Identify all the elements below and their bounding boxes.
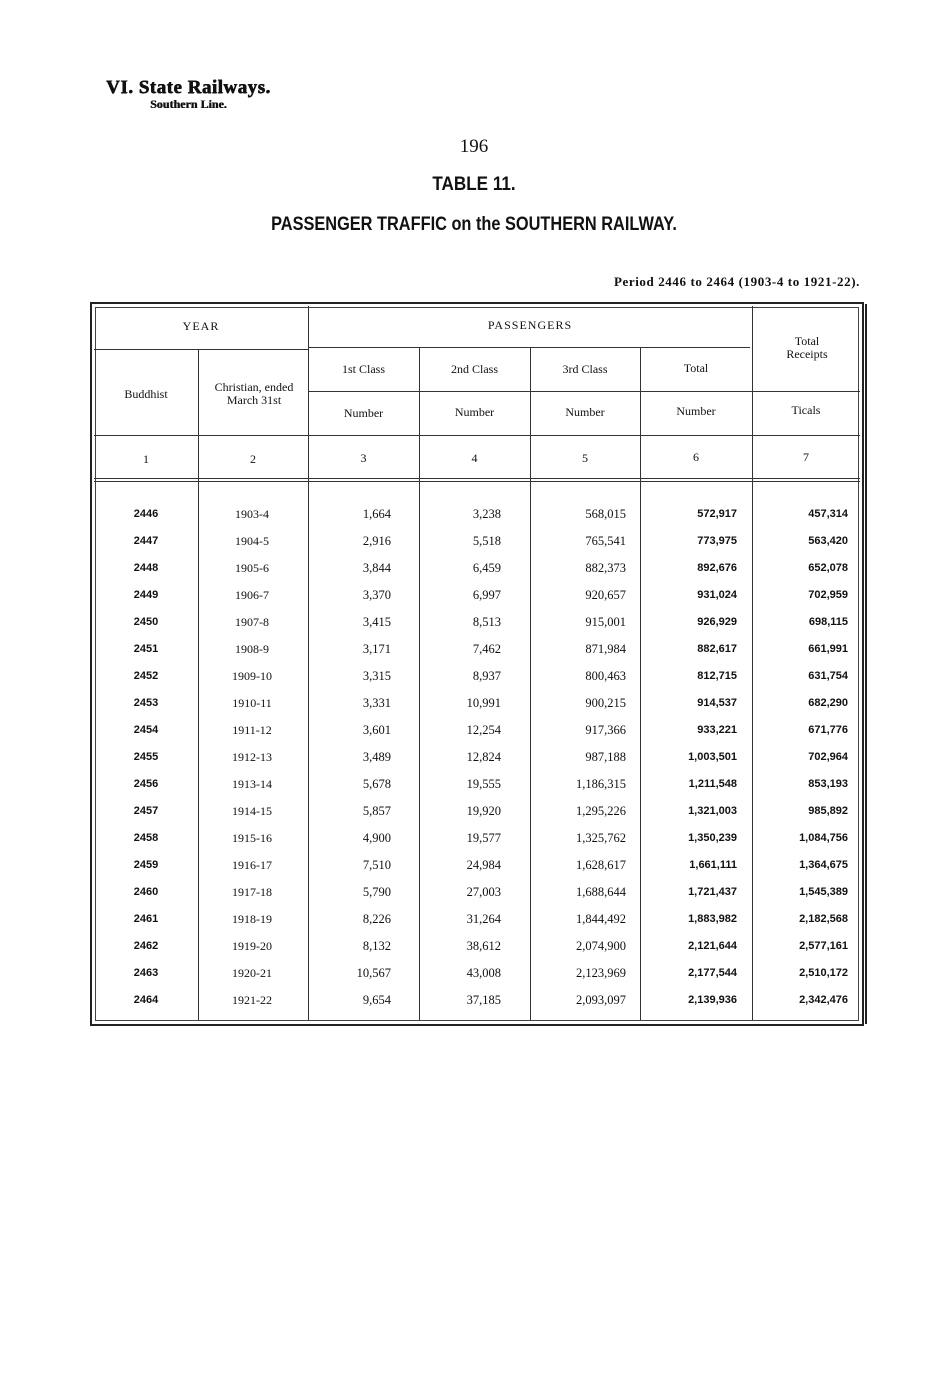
cell-third-class: 568,015: [585, 507, 626, 521]
page-number: 196: [459, 136, 489, 157]
cell-total: 2,177,544: [688, 967, 737, 979]
cell-receipts: 631,754: [808, 670, 848, 682]
cell-christian-year: 1919-20: [232, 939, 272, 953]
cell-first-class: 3,370: [362, 588, 391, 602]
rule-under-units: [94, 435, 860, 436]
table-row: [94, 609, 860, 636]
cell-first-class: 3,171: [362, 642, 391, 656]
cell-total: 1,321,003: [688, 805, 737, 817]
column-number: 2: [250, 452, 256, 466]
cell-buddhist-year: 2464: [133, 994, 159, 1006]
cell-receipts: 2,577,161: [799, 940, 848, 952]
cell-christian-year: 1912-13: [232, 750, 272, 764]
cell-buddhist-year: 2456: [133, 778, 159, 790]
cell-third-class: 1,688,644: [576, 885, 626, 899]
cell-second-class: 12,254: [466, 723, 501, 737]
cell-second-class: 6,459: [472, 561, 501, 575]
cell-receipts: 1,545,389: [799, 886, 848, 898]
cell-total: 2,121,644: [688, 940, 737, 952]
cell-first-class: 7,510: [362, 858, 391, 872]
cell-second-class: 24,984: [466, 858, 501, 872]
cell-first-class: 3,844: [362, 561, 391, 575]
table-row: [94, 501, 860, 528]
cell-total: 882,617: [697, 643, 737, 655]
cell-total: 1,661,111: [689, 859, 737, 871]
cell-second-class: 10,991: [466, 696, 501, 710]
cell-total: 1,350,239: [688, 832, 737, 844]
cell-receipts: 2,342,476: [799, 994, 848, 1006]
cell-third-class: 915,001: [585, 615, 626, 629]
table-row: [94, 663, 860, 690]
cell-first-class: 1,664: [362, 507, 391, 521]
header-year: YEAR: [182, 319, 220, 333]
cell-receipts: 853,193: [808, 778, 848, 790]
cell-first-class: 3,315: [362, 669, 391, 683]
cell-second-class: 8,937: [472, 669, 501, 683]
cell-first-class: 3,489: [362, 750, 391, 764]
table-row: [94, 744, 860, 771]
cell-receipts: 682,290: [808, 697, 848, 709]
cell-total: 1,003,501: [688, 751, 737, 763]
cell-buddhist-year: 2455: [133, 751, 159, 763]
table-row: [94, 825, 860, 852]
cell-christian-year: 1906-7: [235, 588, 269, 602]
cell-third-class: 765,541: [585, 534, 626, 548]
cell-buddhist-year: 2460: [133, 886, 159, 898]
header-number-2nd: Number: [454, 405, 495, 419]
cell-third-class: 1,628,617: [576, 858, 626, 872]
cell-second-class: 19,555: [466, 777, 501, 791]
cell-buddhist-year: 2458: [133, 832, 159, 844]
table-row: [94, 771, 860, 798]
cell-second-class: 12,824: [466, 750, 501, 764]
table-row: [94, 717, 860, 744]
header-first-class: 1st Class: [341, 362, 385, 376]
cell-first-class: 3,601: [362, 723, 391, 737]
cell-total: 1,721,437: [688, 886, 737, 898]
cell-buddhist-year: 2451: [133, 643, 159, 655]
table-subtitle: PASSENGER TRAFFIC on the SOUTHERN RAILWAY.: [271, 214, 677, 235]
section-stamp: [106, 78, 271, 111]
table-row: [94, 960, 860, 987]
cell-receipts: 1,084,756: [799, 832, 848, 844]
cell-third-class: 2,093,097: [576, 993, 626, 1007]
period-caption: Period 2446 to 2464 (1903-4 to 1921-22).: [613, 274, 860, 289]
table-row: [94, 933, 860, 960]
cell-buddhist-year: 2453: [133, 697, 159, 709]
cell-christian-year: 1904-5: [235, 534, 269, 548]
table-row: [94, 636, 860, 663]
rule-under-passengers: [308, 347, 750, 348]
cell-buddhist-year: 2447: [133, 535, 159, 547]
header-number-1st: Number: [343, 406, 384, 420]
cell-second-class: 38,612: [466, 939, 501, 953]
cell-christian-year: 1911-12: [232, 723, 272, 737]
table-title: TABLE 11.: [432, 174, 516, 195]
cell-receipts: 2,182,568: [799, 913, 848, 925]
cell-christian-year: 1913-14: [232, 777, 272, 791]
cell-receipts: 1,364,675: [799, 859, 848, 871]
cell-christian-year: 1917-18: [232, 885, 272, 899]
cell-christian-year: 1921-22: [232, 993, 272, 1007]
cell-receipts: 652,078: [808, 562, 848, 574]
cell-third-class: 882,373: [585, 561, 626, 575]
cell-buddhist-year: 2449: [133, 589, 159, 601]
table-row: [94, 555, 860, 582]
header-total: Total: [683, 361, 709, 375]
cell-first-class: 8,132: [362, 939, 391, 953]
cell-buddhist-year: 2446: [133, 508, 159, 520]
table-row: [94, 987, 860, 1014]
cell-total: 933,221: [697, 724, 737, 736]
table-row: [94, 582, 860, 609]
cell-christian-year: 1908-9: [235, 642, 269, 656]
cell-third-class: 800,463: [585, 669, 626, 683]
column-number: 5: [582, 451, 588, 465]
header-passengers: PASSENGERS: [487, 318, 573, 332]
cell-total: 1,211,548: [688, 778, 737, 790]
cell-third-class: 1,325,762: [576, 831, 626, 845]
rule-under-year: [94, 349, 308, 350]
cell-third-class: 871,984: [585, 642, 626, 656]
cell-first-class: 3,331: [362, 696, 391, 710]
cell-first-class: 10,567: [356, 966, 391, 980]
cell-third-class: 917,366: [585, 723, 626, 737]
cell-buddhist-year: 2459: [133, 859, 159, 871]
cell-receipts: 457,314: [808, 508, 848, 520]
cell-receipts: 985,892: [808, 805, 848, 817]
cell-christian-year: 1903-4: [235, 507, 269, 521]
cell-second-class: 37,185: [466, 993, 501, 1007]
cell-first-class: 4,900: [362, 831, 391, 845]
cell-total: 926,929: [697, 616, 737, 628]
cell-christian-year: 1920-21: [232, 966, 272, 980]
header-christian: Christian, ended March 31st: [214, 380, 294, 408]
cell-second-class: 7,462: [472, 642, 501, 656]
cell-receipts: 698,115: [808, 616, 848, 628]
cell-christian-year: 1914-15: [232, 804, 272, 818]
column-number: 1: [143, 452, 149, 466]
cell-buddhist-year: 2463: [133, 967, 159, 979]
cell-second-class: 3,238: [472, 507, 501, 521]
cell-buddhist-year: 2450: [133, 616, 159, 628]
cell-christian-year: 1910-11: [232, 696, 272, 710]
cell-second-class: 6,997: [472, 588, 501, 602]
section-stamp-subtitle: Southern Line.: [150, 96, 227, 111]
cell-second-class: 27,003: [466, 885, 501, 899]
cell-first-class: 8,226: [362, 912, 391, 926]
cell-total: 2,139,936: [688, 994, 737, 1006]
cell-third-class: 987,188: [585, 750, 626, 764]
cell-christian-year: 1905-6: [235, 561, 269, 575]
cell-buddhist-year: 2448: [133, 562, 159, 574]
table-row: [94, 798, 860, 825]
header-number-3rd: Number: [565, 405, 605, 419]
cell-receipts: 661,991: [808, 643, 848, 655]
cell-second-class: 43,008: [466, 966, 501, 980]
header-second-class: 2nd Class: [450, 362, 498, 376]
section-stamp-title: VI. State Railways.: [106, 77, 271, 98]
cell-christian-year: 1907-8: [235, 615, 269, 629]
cell-second-class: 19,920: [466, 804, 501, 818]
cell-christian-year: 1918-19: [232, 912, 272, 926]
table-row: [94, 528, 860, 555]
cell-christian-year: 1915-16: [232, 831, 272, 845]
header-ticals: Ticals: [791, 403, 821, 417]
cell-total: 773,975: [697, 535, 737, 547]
cell-total: 931,024: [697, 589, 737, 601]
rule-under-class: [308, 391, 860, 392]
cell-receipts: 563,420: [808, 535, 848, 547]
cell-first-class: 5,857: [362, 804, 391, 818]
cell-buddhist-year: 2462: [133, 940, 159, 952]
header-total-receipts: Total Receipts: [786, 334, 828, 362]
table-row: [94, 852, 860, 879]
cell-total: 812,715: [697, 670, 737, 682]
cell-second-class: 8,513: [472, 615, 501, 629]
cell-buddhist-year: 2461: [133, 913, 159, 925]
cell-second-class: 19,577: [466, 831, 501, 845]
cell-third-class: 2,074,900: [576, 939, 626, 953]
cell-buddhist-year: 2457: [133, 805, 159, 817]
cell-buddhist-year: 2452: [133, 670, 159, 682]
rule-under-colnums-2: [94, 481, 860, 482]
cell-third-class: 1,295,226: [576, 804, 626, 818]
header-third-class: 3rd Class: [562, 362, 608, 376]
cell-christian-year: 1909-10: [232, 669, 272, 683]
header-buddhist: Buddhist: [124, 387, 168, 401]
column-number: 7: [803, 450, 809, 464]
cell-first-class: 5,790: [362, 885, 391, 899]
cell-third-class: 1,186,315: [576, 777, 626, 791]
cell-receipts: 671,776: [808, 724, 848, 736]
cell-total: 892,676: [697, 562, 737, 574]
cell-second-class: 5,518: [472, 534, 501, 548]
cell-first-class: 9,654: [362, 993, 391, 1007]
table-row: [94, 879, 860, 906]
cell-first-class: 3,415: [362, 615, 391, 629]
cell-third-class: 920,657: [585, 588, 626, 602]
table-row: [94, 906, 860, 933]
cell-christian-year: 1916-17: [232, 858, 272, 872]
cell-buddhist-year: 2454: [133, 724, 159, 736]
column-number: 3: [360, 451, 367, 465]
cell-second-class: 31,264: [466, 912, 501, 926]
cell-first-class: 5,678: [362, 777, 391, 791]
cell-receipts: 702,959: [808, 589, 848, 601]
cell-third-class: 900,215: [585, 696, 626, 710]
cell-total: 914,537: [697, 697, 737, 709]
cell-third-class: 1,844,492: [576, 912, 626, 926]
cell-total: 572,917: [697, 508, 737, 520]
cell-receipts: 2,510,172: [799, 967, 848, 979]
table-row: [94, 690, 860, 717]
cell-first-class: 2,916: [362, 534, 391, 548]
cell-total: 1,883,982: [688, 913, 737, 925]
header-number-total: Number: [676, 404, 716, 418]
column-number: 4: [471, 451, 478, 465]
cell-receipts: 702,964: [808, 751, 848, 763]
cell-third-class: 2,123,969: [576, 966, 626, 980]
column-number: 6: [693, 450, 699, 464]
rule-under-colnums: [94, 478, 860, 479]
